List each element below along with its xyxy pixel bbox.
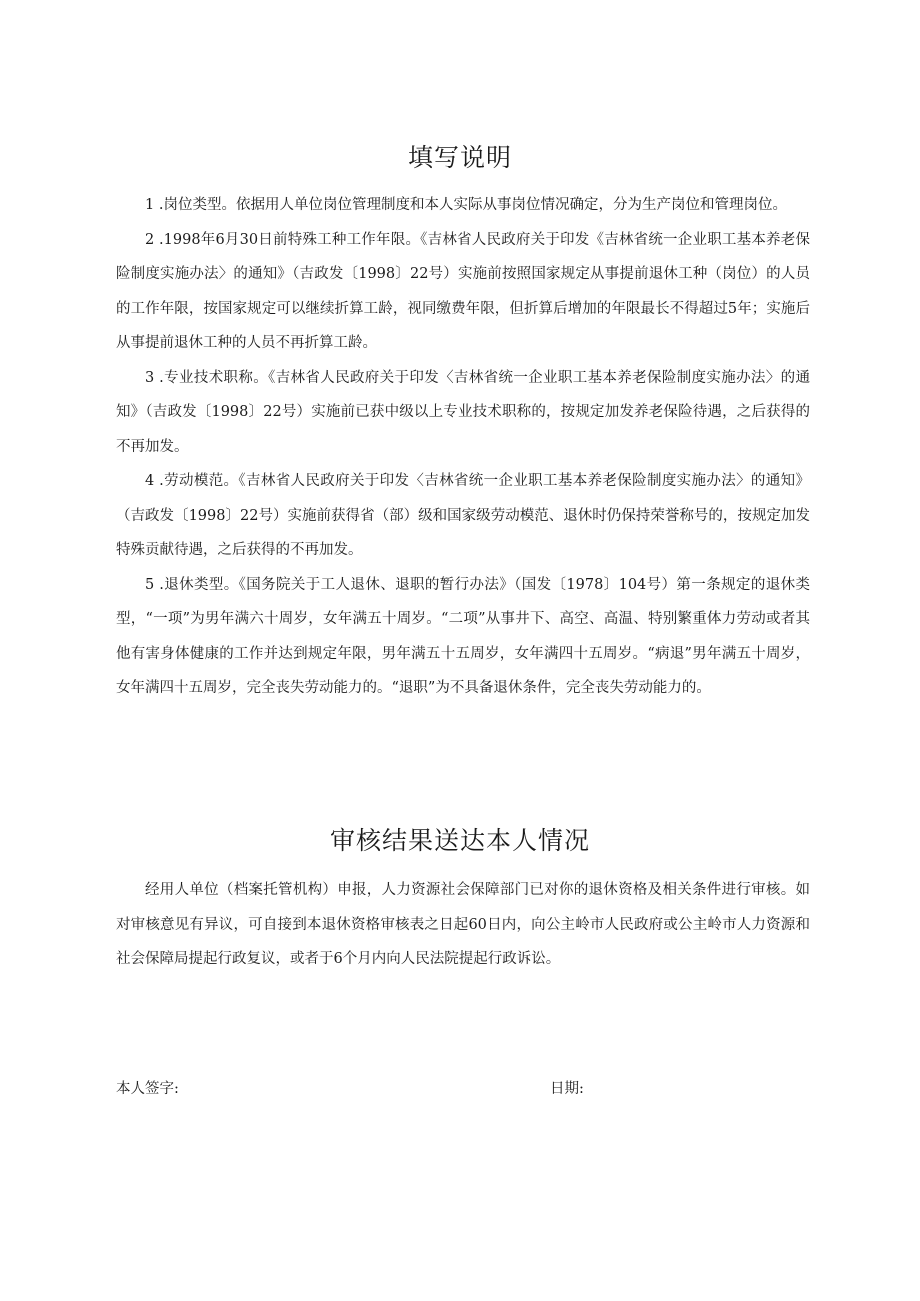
instruction-item: 4 .劳动模范。《吉林省人民政府关于印发〈吉林省统一企业职工基本养老保险制度实施办法〉的通知》（吉政发〔1998〕22号）实施前获得省（部）级和国家级劳动模范、退休时仍保持荣誉称号的，按规定加发特殊贡献待遇，之后获得的不再加发。 [116, 473, 810, 558]
instruction-item: 2 .1998年6月30日前特殊工种工作年限。《吉林省人民政府关于印发《吉林省统一企业职工基本养老保险制度实施办法〉的通知》（吉政发〔1998〕22号）实施前按照国家规定从事提前退休工种（岗位）的人员的工作年限，按国家规定可以继续折算工龄，视同缴费年限，但折算后增加的年限最长不得超过5年；实施后从事提前退休工种的人员不再折算工龄。 [116, 231, 810, 351]
signature-label: 本人签字: [116, 1081, 179, 1097]
review-result-title: 审核结果送达本人情况 [329, 826, 590, 855]
instructions-title: 填写说明 [407, 143, 512, 172]
review-result-paragraph: 经用人单位（档案托管机构）申报，人力资源社会保障部门已对你的退休资格及相关条件进行审核。如对审核意见有异议，可自接到本退休资格审核表之日起60日内，向公主岭市人民政府或公主岭市人力资源和社会保障局提起行政复议，或者于6个月内向人民法院提起行政诉讼。 [116, 882, 810, 967]
date-label: 日期: [550, 1081, 584, 1097]
review-result-text [116, 873, 810, 977]
instruction-item: 5 .退休类型。《国务院关于工人退休、退职的暂行办法》（国发〔1978〕104号）第一条规定的退休类型，“一项”为男年满六十周岁，女年满五十周岁。“二项”从事井下、高空、高温、特别繁重体力劳动或者其他有害身体健康的工作并达到规定年限，男年满五十五周岁，女年满四十五周岁。“病退”男年满五十周岁，女年满四十五周岁，完全丧失劳动能力的。“退职”为不具备退休条件，完全丧失劳动能力的。 [116, 576, 810, 696]
instruction-item: 3 .专业技术职称。《吉林省人民政府关于印发〈吉林省统一企业职工基本养老保险制度实施办法〉的通知》（吉政发〔1998〕22号）实施前已获中级以上专业技术职称的，按规定加发养老保险待遇，之后获得的不再加发。 [116, 369, 810, 455]
instruction-item: 1 .岗位类型。依据用人单位岗位管理制度和本人实际从事岗位情况确定，分为生产岗位和管理岗位。 [145, 197, 787, 213]
instructions-list [116, 188, 810, 706]
signature-row [116, 1077, 810, 1101]
